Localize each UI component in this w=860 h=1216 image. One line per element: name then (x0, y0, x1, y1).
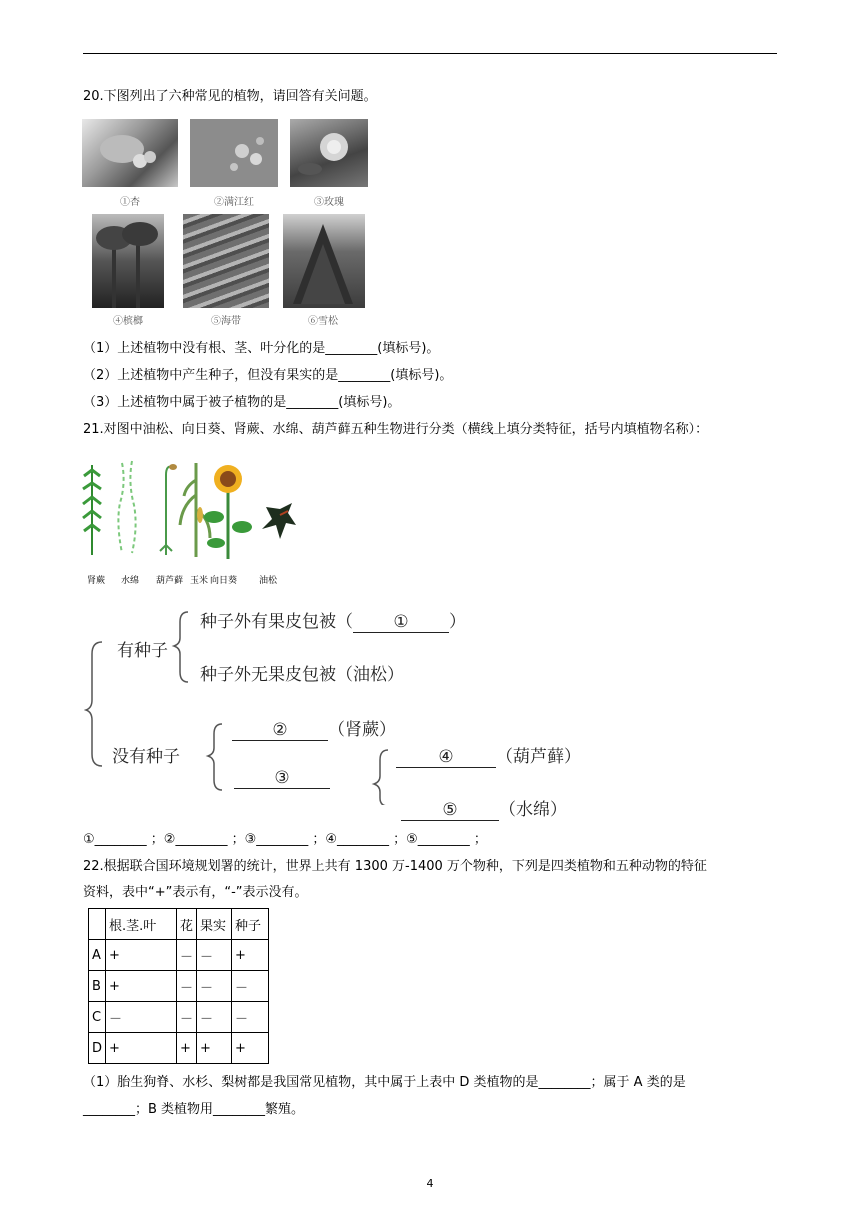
kelp-photo (183, 214, 269, 308)
moss-name: （葫芦藓） (496, 747, 581, 767)
q20-sub2: （2）上述植物中产生种子，但没有果实的是________(填标号)。 (83, 368, 453, 383)
blank-1: ① (353, 612, 449, 633)
table-row (89, 940, 269, 971)
photo-caption: ⑤海带 (211, 316, 241, 327)
table-cell: － (232, 1002, 269, 1033)
q22-sub1-line1: （1）胎生狗脊、水杉、梨树都是我国常见植物，其中属于上表中 D 类植物的是________；属于 A 类的是 (83, 1075, 686, 1090)
no-seed-label: 没有种子 (112, 747, 180, 767)
table-header-cell: 种子 (232, 909, 269, 940)
table-header-row (89, 909, 269, 940)
table-cell: － (197, 971, 232, 1002)
alga-row (401, 795, 567, 821)
blank-3: ③ (234, 768, 330, 789)
without-pericarp-label: 种子外无果皮包被（油松） (200, 665, 404, 685)
plant-label: 葫芦藓 (156, 576, 184, 586)
header-rule (83, 53, 777, 54)
moss-icon (160, 464, 177, 555)
table-cell: + (106, 971, 177, 1002)
table-cell: C (89, 1002, 106, 1033)
photo-caption: ②满江红 (214, 197, 254, 208)
table-cell: － (177, 971, 197, 1002)
table-row (89, 971, 269, 1002)
spirogyra-icon (118, 461, 135, 553)
moss-row (396, 742, 581, 768)
table-header-cell (89, 909, 106, 940)
plants-illustration (80, 455, 300, 573)
corn-icon (180, 463, 210, 557)
table-header-cell: 根.茎.叶 (106, 909, 177, 940)
has-seed-label: 有种子 (117, 641, 168, 661)
q22-line1: 22.根据联合国环境规划署的统计，世界上共有 1300 万-1400 万个物种，下列是四类植物和五种动物的特征 (83, 859, 707, 874)
fern-name: （肾蕨） (328, 720, 396, 740)
table-cell: A (89, 940, 106, 971)
table-cell: － (177, 940, 197, 971)
q20-sub1: （1）上述植物中没有根、茎、叶分化的是________(填标号)。 (83, 341, 440, 356)
rose-photo (290, 119, 368, 187)
photo-caption: ③玫瑰 (314, 197, 344, 208)
areca-palm-photo (92, 214, 164, 308)
table-cell: － (232, 971, 269, 1002)
azolla-photo (190, 119, 278, 187)
table-cell: + (106, 1033, 177, 1064)
q22-sub1-line2: ________；B 类植物用________繁殖。 (83, 1102, 305, 1117)
photo-caption: ④槟榔 (113, 316, 143, 327)
sunflower-icon (204, 465, 252, 559)
q20-sub3: （3）上述植物中属于被子植物的是________(填标号)。 (83, 395, 401, 410)
alga-name: （水绵） (499, 800, 567, 820)
q21-answers: ①________ ；②________ ；③________ ；④________ ；⑤________ ； (83, 832, 487, 847)
q22-line2: 资料，表中“+”表示有，“-”表示没有。 (83, 885, 308, 900)
plant-label: 水绵 (121, 576, 140, 586)
table-cell: － (197, 940, 232, 971)
table-cell: － (177, 1002, 197, 1033)
table-cell: － (106, 1002, 177, 1033)
table-cell: B (89, 971, 106, 1002)
table-header-cell: 花 (177, 909, 197, 940)
with-pericarp-label: 种子外有果皮包被（ (200, 612, 353, 632)
fern-row (232, 715, 396, 741)
fern-icon (83, 465, 101, 555)
table-header-cell: 果实 (197, 909, 232, 940)
blank-2: ② (232, 720, 328, 741)
table-cell: + (177, 1033, 197, 1064)
plant-label: 向日葵 (210, 576, 238, 586)
table-cell: + (197, 1033, 232, 1064)
non-vascular-row (234, 768, 330, 789)
page-number: 4 (426, 1177, 434, 1190)
cedar-photo (283, 214, 365, 308)
table-cell: + (232, 940, 269, 971)
apricot-photo (82, 119, 178, 187)
table-cell: － (197, 1002, 232, 1033)
photo-caption: ⑥雪松 (308, 316, 338, 327)
table-row (89, 1033, 269, 1064)
q20-title: 20.下图列出了六种常见的植物，请回答有关问题。 (83, 89, 377, 104)
with-pericarp-close: ） (449, 612, 466, 632)
table-row (89, 1002, 269, 1033)
plant-label: 油松 (259, 576, 278, 586)
table-cell: D (89, 1033, 106, 1064)
pine-icon (262, 503, 296, 539)
feature-table (88, 908, 269, 1064)
plant-label: 肾蕨 (87, 576, 106, 586)
photo-caption: ①杏 (120, 197, 140, 208)
table-cell: + (106, 940, 177, 971)
plant-label: 玉米 (190, 576, 209, 586)
blank-4: ④ (396, 747, 496, 768)
table-cell: + (232, 1033, 269, 1064)
blank-5: ⑤ (401, 800, 499, 821)
q21-title: 21.对图中油松、向日葵、肾蕨、水绵、葫芦藓五种生物进行分类（横线上填分类特征，括号内填植物名称）： (83, 422, 709, 437)
with-pericarp-row (200, 607, 466, 633)
